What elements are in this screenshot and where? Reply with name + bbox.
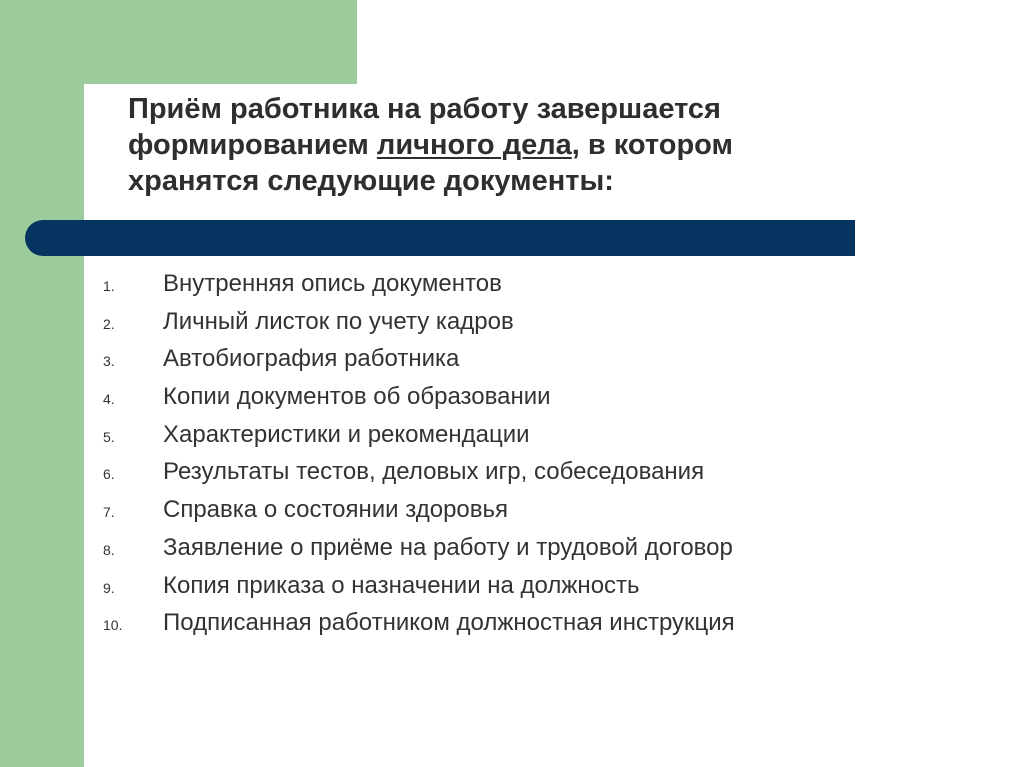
list-item-number: 3. bbox=[103, 353, 115, 370]
list-item-text: Копии документов об образовании bbox=[163, 383, 551, 411]
green-side-bar bbox=[0, 0, 84, 767]
title-text-start: Приём работника на работу завершается формированием bbox=[128, 93, 721, 161]
list-item-text: Справка о состоянии здоровья bbox=[163, 496, 509, 524]
list-item-text: Характеристики и рекомендации bbox=[163, 420, 530, 448]
list-item-text: Результаты тестов, деловых игр, собеседования bbox=[163, 458, 705, 486]
list-item-number: 10. bbox=[103, 617, 123, 634]
list-item-text: Автобиография работника bbox=[163, 345, 460, 373]
list-item-text: Заявление о приёме на работу и трудовой договор bbox=[163, 533, 733, 561]
list-item-number: 1. bbox=[103, 278, 115, 294]
green-top-block bbox=[84, 0, 357, 84]
list-item-text: Личный листок по учету кадров bbox=[163, 307, 514, 335]
list-item-text: Подписанная работником должностная инструкция bbox=[163, 609, 735, 637]
list-item-number: 2. bbox=[103, 315, 115, 332]
title-underlined-term: личного дела bbox=[376, 129, 572, 161]
list-item-text: Внутренняя опись документов bbox=[163, 270, 502, 297]
title-text-end: , в котором хранятся следующие документы: bbox=[128, 129, 733, 197]
list-item-number: 8. bbox=[103, 541, 115, 558]
list-item-number: 4. bbox=[103, 391, 115, 408]
list-item-number: 7. bbox=[103, 504, 115, 521]
list-item-number: 5. bbox=[103, 428, 115, 445]
title-divider-bar bbox=[25, 220, 855, 256]
list-item-number: 6. bbox=[103, 466, 115, 483]
list-item-text: Копия приказа о назначении на должность bbox=[163, 571, 640, 599]
slide-title bbox=[128, 91, 848, 199]
list-item-number: 9. bbox=[103, 579, 115, 596]
